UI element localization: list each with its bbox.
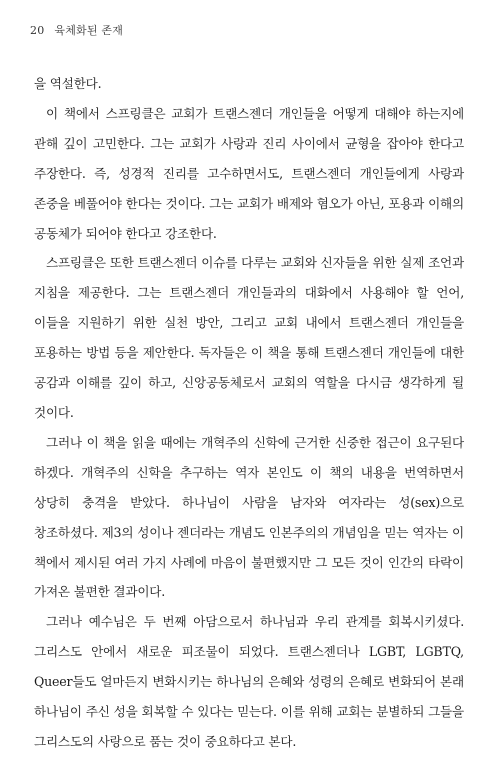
paragraph-church-balance: 이 책에서 스프링클은 교회가 트랜스젠더 개인들을 어떻게 대해야 하는지에 관해 깊이 고민한다. 그는 교회가 사랑과 진리 사이에서 균형을 잡아야 한다고 주장한다. 즉, 성경적 진리를 고수하면서도, 트랜스젠더 개인들에게 사랑과 존중을 베풀어야 한다는 것이다. 그는 교회가 배제와 혐오가 아닌, 포용과 이해의 공동체가 되어야 한다고 강조한다.: [34, 105, 464, 241]
paragraph-continuation: 을 역설한다.: [34, 76, 102, 91]
running-header: [30, 22, 123, 38]
body-text: [34, 69, 464, 757]
page-number: 20: [30, 24, 45, 37]
paragraph-reformed-caution: 그러나 이 책을 읽을 때에는 개혁주의 신학에 근거한 신중한 접근이 요구된다 하겠다. 개혁주의 신학을 추구하는 역자 본인도 이 책의 내용을 번역하면서 상당히 충격을 받았다. 하나님이 사람을 남자와 여자라는 성(sex)으로 창조하셨다. 제3의 성이나 젠더라는 개념도 인본주의의 개념임을 믿는 역자는 이 책에서 제시된 여러 가지 사례에 마음이 불편했지만 그 모든 것이 인간의 타락이 가져온 불편한 결과이다.: [34, 434, 464, 600]
running-title: 육체화된 존재: [54, 24, 124, 37]
paragraph-restoration: 그러나 예수님은 두 번째 아담으로서 하나님과 우리 관계를 회복시키셨다. 그리스도 안에서 새로운 피조물이 되었다. 트랜스젠더나 LGBT, LGBTQ, Queer들도 얼마든지 변화시키는 하나님의 은혜와 성령의 은혜로 변화되어 본래 하나님이 주신 성을 회복할 수 있다는 믿는다. 이를 위해 교회는 분별하되 그들을 그리스도의 사랑으로 품는 것이 중요하다고 본다.: [34, 614, 464, 749]
paragraph-practical-guidance: 스프링클은 또한 트랜스젠더 이슈를 다루는 교회와 신자들을 위한 실제 조언과 지침을 제공한다. 그는 트랜스젠더 개인들과의 대화에서 사용해야 할 언어, 이들을 지원하기 위한 실천 방안, 그리고 교회 내에서 트랜스젠더 개인들을 포용하는 방법 등을 제안한다. 독자들은 이 책을 통해 트랜스젠더 개인들에 대한 공감과 이해를 깊이 하고, 신앙공동체로서 교회의 역할을 다시금 생각하게 될 것이다.: [34, 255, 464, 420]
